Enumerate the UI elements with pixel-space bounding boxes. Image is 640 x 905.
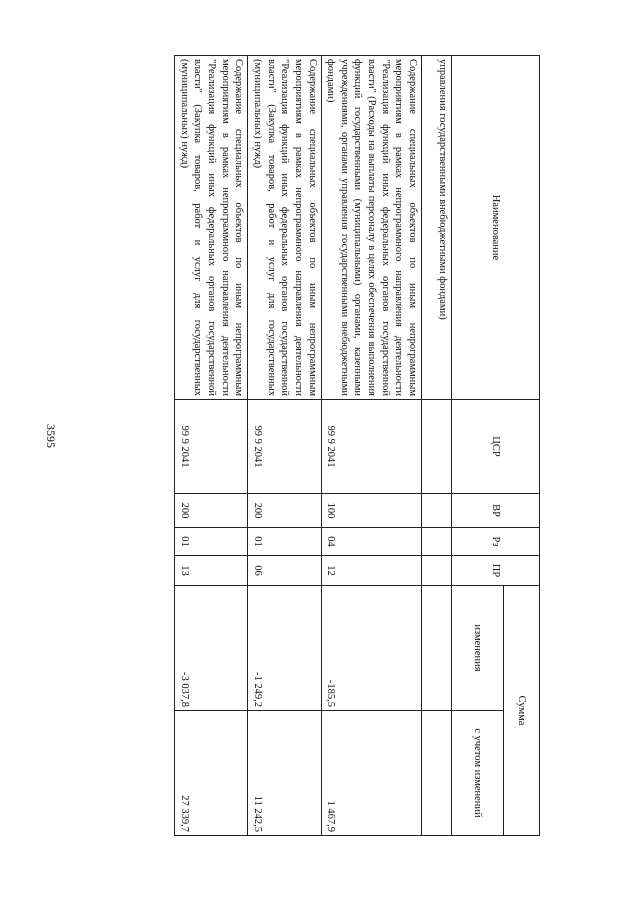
header-name: Наименование <box>452 56 540 400</box>
row-vr: 100 <box>321 494 421 528</box>
page-number: 3595 <box>44 424 58 448</box>
row-csr: 99 9 2041 <box>248 400 321 494</box>
row-change <box>422 586 452 711</box>
row-rz <box>422 528 452 556</box>
row-rz: 04 <box>321 528 421 556</box>
row-csr: 99 9 2041 <box>321 400 421 494</box>
header-vr: ВР <box>452 494 540 528</box>
header-rz: Рз <box>452 528 540 556</box>
row-total <box>422 711 452 836</box>
header-sum: Сумма <box>504 586 540 836</box>
header-csr: ЦСР <box>452 400 540 494</box>
header-change: изменения <box>452 586 504 711</box>
header-pr: ПР <box>452 556 540 586</box>
row-total: 27 339,7 <box>175 711 248 836</box>
row-name: Содержание специальных объектов по иным непрограммным мероприятиям в рамках непрограммного направления деятельности "Реализация функций иных федеральных органов государственной власти" (Закупка товаров, работ и услуг для государственных (муниципальных) нужд) <box>248 56 321 400</box>
row-rz: 01 <box>248 528 321 556</box>
row-pr: 12 <box>321 556 421 586</box>
row-name: Содержание специальных объектов по иным непрограммным мероприятиям в рамках непрограммного направления деятельности "Реализация функций иных федеральных органов государственной власти" (Расходы на выплаты персоналу в целях обеспечения выполнения функций государственными (муниципальными) органами, казенными учреждениями, органами управления государственными внебюджетными фондами) <box>321 56 421 400</box>
budget-sheet <box>80 55 540 835</box>
table-row <box>248 56 321 836</box>
row-total: 11 242,5 <box>248 711 321 836</box>
row-vr <box>422 494 452 528</box>
row-name: управления государственными внебюджетными фондами) <box>422 56 452 400</box>
row-pr: 13 <box>175 556 248 586</box>
row-change: -1 249,2 <box>248 586 321 711</box>
table-row <box>321 56 421 836</box>
row-name: Содержание специальных объектов по иным непрограммным мероприятиям в рамках непрограммного направления деятельности "Реализация функций иных федеральных органов государственной власти" (Закупка товаров, работ и услуг для государственных (муниципальных) нужд) <box>175 56 248 400</box>
row-csr: 99 9 2041 <box>175 400 248 494</box>
row-pr: 06 <box>248 556 321 586</box>
row-vr: 200 <box>175 494 248 528</box>
table-row <box>175 56 248 836</box>
header-with-changes: с учетом изменений <box>452 711 504 836</box>
table-row <box>422 56 452 836</box>
row-change: -3 037,8 <box>175 586 248 711</box>
row-change: -185,5 <box>321 586 421 711</box>
row-vr: 200 <box>248 494 321 528</box>
row-pr <box>422 556 452 586</box>
row-rz: 01 <box>175 528 248 556</box>
row-total: 1 467,9 <box>321 711 421 836</box>
row-csr <box>422 400 452 494</box>
budget-table <box>174 55 540 836</box>
